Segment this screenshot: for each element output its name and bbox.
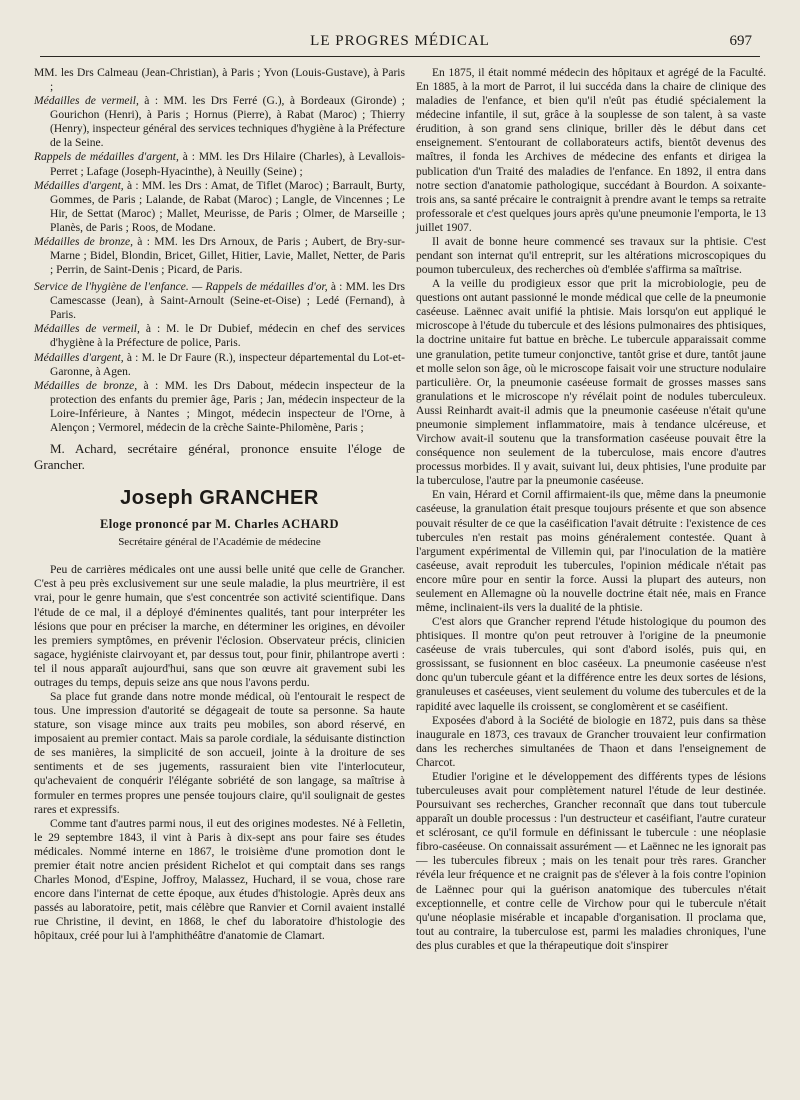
award-entry: Médailles d'argent, à : MM. les Drs : Amat, de Tiflet (Maroc) ; Barrault, Burty, Gommes, de Paris ; Lalande, de Rabat (Maroc) ; Langle, de Vincennes ; Le Hir, de Settat (Maroc) ; Mallet, Meurisse, de Paris ; Olmer, de Marseille ; Planès, de Paris ; Roos, de Modane. [34,179,405,234]
left-column [34,66,405,943]
body-paragraph: Il avait de bonne heure commencé ses travaux sur la phtisie. C'est pendant son internat qu'il entreprit, sur les altérations microscopiques du poumon tuberculeux, des recherches où d'emblée s'affirma sa maîtrise. [416,235,766,277]
body-paragraph: Etudier l'origine et le développement des différents types de lésions tuberculeuses avait pour complètement naturel l'étude de leur destinée. Poursuivant ses recherches, Grancher reconnaît que dans tout tubercule apparaît un double processus : l'un destructeur et caséifiant, l'autre curateur et sclérosant, ce qu'il formule en définissant le tubercule : une néoplasie fibro-caséeuse. On connaissait assurément — et Laënnec ne les ignorait pas — les tubercules fibreux ; mais on les tenait pour très rares. Grancher révéla leur fréquence et ne craignit pas de s'élever à la fois contre l'opinion de Laënnec pour qui la guérison anatomique des tubercules n'était exceptionnelle, et contre celle de Virchow pour qui le tubercule n'était qu'une néoplasie misérable et incapable d'organisation. Il proclama que, tout au contraire, la tuberculose est, parmi les maladies chroniques, l'une des plus curables et que la thérapeutique doit s'inspirer [416,770,766,952]
body-paragraph: Exposées d'abord à la Société de biologie en 1872, puis dans sa thèse inaugurale en 1873, ces travaux de Grancher trouvaient leur confirmation dans les recherches simultanées de Thaon et dans l'enseignement de Charcot. [416,714,766,769]
body-paragraph: En vain, Hérard et Cornil affirmaient-ils que, même dans la pneumonie caséeuse, la granulation était presque toujours présente et que son absence pouvait résulter de ce que la caséification l'avait détruite : l'existence de ces tubercules n'en restait pas moins généralement contestée. Quant à l'argument expérimental de Villemin qui, par l'inoculation de la matière caséeuse, avait reproduit les tubercules, l'opinion médicale n'était pas encore mûre pour en sentir la force. Aussi la plupart des auteurs, non seulement en Allemagne où la nouvelle doctrine était née, mais en France même, inclinaient-ils vers la dualité de la phtisie. [416,489,766,614]
award-entry: Rappels de médailles d'argent, à : MM. les Drs Hilaire (Charles), à Levallois-Perret ; Lafage (Joseph-Hyacinthe), à Neuilly (Seine) ; [34,151,405,178]
award-entry: Médailles d'argent, à : M. le Dr Faure (R.), inspecteur départemental du Lot-et-Garonne, à Agen. [34,351,405,378]
awards-list [34,66,405,435]
award-entry: Médailles de bronze, à : MM. les Drs Arnoux, de Paris ; Aubert, de Bry-sur-Marne ; Bidel, Blondin, Bricet, Gillet, Hitier, Lavie, Mallet, Netter, de Paris ; Perrin, de Saint-Denis ; Picard, de Paris. [34,235,405,277]
award-entry: Médailles de vermeil, à : MM. les Drs Ferré (G.), à Bordeaux (Gironde) ; Gourichon (Henri), à Paris ; Hornus (Pierre), à Rabat (Maroc) ; Thierry (Henry), inspecteur général des services techniques d'hygiène à la Préfecture de la Seine. [34,95,406,150]
body-paragraph: En 1875, il était nommé médecin des hôpitaux et agrégé de la Faculté. En 1885, à la mort de Parrot, il lui succéda dans la chaire de clinique des maladies de l'enfance, et bien qu'il n'eût pas étudié spécialement la médecine infantile, il sut, grâce à la souplesse de son talent, à sa vaste érudition, à son grand sens clinique, briller dès le début dans cet enseignement. S'entourant de collaborateurs actifs, bientôt devenus des maîtres, il fonda les Archives de médecine des enfants et dirigea la publication d'un Traité des maladies de l'enfance. En 1892, il entra dans notre section d'anatomie pathologique, succédant à Bourdon. A soixante-trois ans, sa santé précaire le contraignit à prendre avant le temps sa retraite professorale et c'est quelques jours après qu'une pneumonie l'emporta, le 13 juillet 1907. [416,67,766,234]
page-header [40,30,760,52]
article-title: Joseph GRANCHER [120,487,319,510]
transition-text: M. Achard, secrétaire général, prononce ensuite l'éloge de Grancher. [34,441,405,472]
body-paragraph: C'est alors que Grancher reprend l'étude histologique du poumon des phtisiques. Il montre qu'on peut retrouver à l'origine de la pneumonie caséeuse de vrais tubercules, qui sont d'abord isolés, puis qui, en grossissant, se fusionnent en bloc caséeux. La pneumonie caséeuse n'est donc qu'un tubercule géant et la différence entre les deux sortes de lésions, granuleuses et caséeuses, vient seulement du volume des tubercules et de la rapidité avec laquelle ils croissent, se conglomèrent et se caséifient. [416,616,766,713]
article-affiliation: Secrétaire général de l'Académie de médecine [118,535,321,548]
award-entry: Médailles de bronze, à : MM. les Drs Dabout, médecin inspecteur de la protection des enfants du premier âge, Paris ; Jan, médecin inspecteur de la Loire-Inférieure, à Nantes ; Mingot, médecin inspecteur de l'Orne, à Alençon ; Vermorel, médecin de la crèche Sainte-Philomène, Paris ; [34,379,405,434]
running-title: LE PROGRES MÉDICAL [310,33,490,49]
article-subtitle: Eloge prononcé par M. Charles ACHARD [100,516,339,531]
body-paragraph: Comme tant d'autres parmi nous, il eut des origines modestes. Né à Felletin, le 29 septembre 1843, il vint à Paris à dix-sept ans pour faire ses études médicales. Nommé interne en 1867, le troisième d'une promotion dont le premier était notre ancien président Richelot et qui comptait dans ses rangs Charles Monod, d'Espine, Joffroy, Malassez, Huchard, il se voua, chose rare encore dans l'internat de cette époque, aux études d'histologie. Après deux ans passés au laboratoire, petit, mais célèbre que Ranvier et Cornil avaient installé rue Christine, il devint, en 1868, le chef du laboratoire d'histologie des hôpitaux, créé pour lui à l'amphithéâtre d'anatomie de Clamart. [34,817,405,943]
award-entry: Médailles de vermeil, à : M. le Dr Dubief, médecin en chef des services d'hygiène à la Préfecture de police, Paris. [34,323,405,350]
body-paragraph: Peu de carrières médicales ont une aussi belle unité que celle de Grancher. C'est à peu près exclusivement sur une seule maladie, la plus meurtrière, il est vrai, pour le genre humain, que s'est concentrée son activité scientifique. Dans l'étude de ce mal, il a déployé d'éminentes qualités, tant pour interpréter les lésions que pour en préciser la marche, en déterminer les origines, en dévoiler les premiers symptômes, en prévenir l'éclosion. Observateur précis, clinicien sagace, hygiéniste clairvoyant et, par dessus tout, pour finir, philantrope averti : tel il nous apparaît aujourd'hui, sans que son œuvre ait gravement subi les outrages du temps, depuis seize ans que nous l'avons perdu. [34,564,405,689]
body-paragraph: A la veille du prodigieux essor que prit la microbiologie, peu de questions ont autant passionné le monde médical que celle de la pneumonie caséeuse. Laënnec avait unifié la phtisie. Mais lorsqu'on eut appliqué le microscope à l'étude du tubercule et des lésions pulmonaires des phtisiques, la doctrine unitaire fut battue en brèche. Le tubercule apparaissait comme une granulation, petite tumeur conjonctive, tantôt grise et dure, tantôt jaune et molle selon son âge, où le microscope faisait voir une structure nodulaire particulière. Or, la pneumonie caséeuse formait de grosses masses sans granulations et le microscope n'y révélait point de nodules tuberculeux. Aussi Reinhardt avait-il admis que la pneumonie caséeuse n'était qu'une pneumonie simplement inflammatoire, mais à tendance ulcéreuse, et Virchow avait-il soutenu que la transformation caséeuse pouvait être la conséquence non seulement de la tuberculose, mais encore d'autres processus morbides. Il y avait, suivant lui, deux phtisies, l'une produite par la tuberculose, l'autre par la pneumonie caséeuse. [416,278,767,488]
body-paragraph: Sa place fut grande dans notre monde médical, où l'entourait le respect de tous. Une impression d'autorité se dégageait de toute sa personne. Sa haute stature, son visage mince aux traits peu mobiles, son abord réservé, en imposaient au premier contact. Mais sa parole cordiale, la séduisante distinction de ses manières, la simplicité de son accueil, jointe à la droiture de ses sentiments et de ses jugements, rassuraient bien vite l'interlocuteur, qu'achevaient de conquérir l'élégante sobriété de son langage, sa maîtrise à formuler en termes propres une pensée toujours claire, qu'il soulignait de gestes rares et expressifs. [34,690,405,816]
right-column [416,66,766,953]
award-entry: MM. les Drs Calmeau (Jean-Christian), à Paris ; Yvon (Louis-Gustave), à Paris ; [34,67,405,94]
page-number: 697 [729,33,752,49]
header-rule [40,56,760,57]
award-entry: Service de l'hygiène de l'enfance. — Rappels de médailles d'or, à : MM. les Drs Camescasse (Jean), à Saint-Arnoult (Seine-et-Oise) ; Ledé (Fernand), à Paris. [34,281,405,322]
